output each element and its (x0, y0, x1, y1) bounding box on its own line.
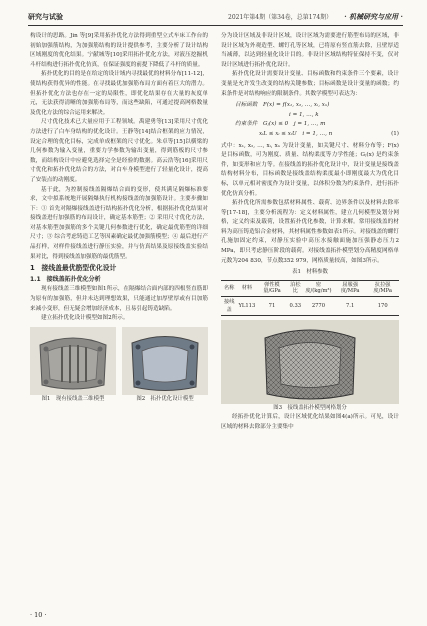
table-header: 弹性模量/GPa (256, 280, 287, 296)
mesh-model-image (221, 320, 399, 404)
table-header: 材料 (238, 280, 257, 296)
table-header: 泊松比 (288, 280, 303, 296)
table-cell: 71 (256, 296, 287, 315)
table-cell: 接线盖 (221, 296, 238, 315)
paragraph: 现有接线盖三维模型如图1所示，在隔爆结合面内部的四根竖直筋即为原有的加强筋，但并未达到理想效果，只能通过加厚壁厚或有目加筋来减小变形，但无疑会增加经济成本，且易引起铸造缺陷。 (30, 286, 208, 312)
paragraph: 式中：x₁, x₂, …, xᵢ, xₙ 为设计变量，如关键尺寸、材料分布等；F(x) 是目标函数，可为刚度、质量、结构柔度等力学性能；Gⱼ(x) 是约束条件，如变形和应力等。在接线盖的拓扑优化设计中，设计变量是接线盖结构材料分布，目标函数是接线盖结构柔度最小即刚度最大为优化目标，以单元相对密度作为设计变量，以体积分数为约束条件，进行拓扑优化仿真分析。 (221, 142, 399, 197)
equation-line: xᵢL ≤ xᵢ ≤ xᵢU i = 1, …, n (259, 130, 333, 137)
figure-caption: 图3 接线盖拓扑模型网格划分 (273, 404, 347, 411)
equation-number: (1) (391, 130, 399, 137)
equation-line: i = 1, …, k (289, 111, 319, 118)
table-header: 名称 (221, 280, 238, 296)
equation-line: 目标函数 F(x) = f(x₁, x₂, …, xᵢ, xₙ) (235, 102, 330, 109)
paragraph: 拓扑优化设计需要设计变量、目标函数和约束条件三个要素，设计变量是允许发生改变的结构关键参数；目标函数是设计变量的函数；约束条件是对结构响应的限制条件。其数学模型可表达为： (221, 71, 399, 97)
table-cell: 2770 (303, 296, 334, 315)
figure-caption: 图1 现有接线盖三维模型 (41, 395, 105, 402)
journal-section: 研究与试验 (28, 12, 63, 21)
figure-3 (221, 320, 399, 414)
header-rule (28, 25, 403, 26)
table-cell: 170 (366, 296, 399, 315)
table-header: 屈服强度/MPa (334, 280, 367, 296)
right-column (221, 32, 399, 433)
figure-1 (30, 327, 116, 405)
journal-name: · 机械研究与应用 · (344, 12, 403, 21)
section-heading: 1 接线盖最优筋型优化设计 (30, 264, 117, 273)
figure-row (30, 327, 208, 405)
figure-caption: 图2 拓扑优化设计模型 (136, 395, 194, 402)
page-number: · 10 · (30, 611, 47, 619)
issue-info: 2021年第4期（第34卷，总第174期） (228, 14, 333, 21)
paragraph: 经拓扑优化计算后，设计区域优化结果如图4(a)所示。可见，设计区域的材料去除部分主要集中 (221, 414, 399, 431)
table-header: 密度/(kg/m³) (303, 280, 334, 296)
paragraph: 分为设计区域及非设计区域，设计区域为需要进行筋型布局的区域，非设计区域为外观造型、螺钉孔等区域，已将原有竖直筋去除，且壁厚适当减薄，以达到轻量化设计目的。非设计区域结构特征保持不变，仅对设计区域进行拓扑优化设计。 (221, 33, 399, 68)
equation-block (221, 101, 399, 139)
topology-design-model-image (122, 327, 208, 395)
paragraph: 基于此，为控制接线盖隔爆结合面的变形，使其满足隔爆标准要求，文中拟系统地开展隔爆执行机构接线盖的加强筋设计。主要步骤如下：① 首先对隔爆接线盖进行结构拓扑优化分析，根据拓扑优化结果对接线盖进行加强筋的布局设计，确定基本筋型；② 采用尺寸优化方法，对基本筋型加强筋的多个关键几何参数进行优化，确定最优筋型的详细尺寸；③ 综合考虑铸造工艺等因素确定最优加强筋模型；④ 最后进行产品打样，对样件接线盖进行静压实验，并与仿真结果及原接线盖实验结果对比，得到接线盖加强筋的最优筋型。 (30, 186, 208, 260)
table-row (221, 296, 399, 315)
cover-3d-model-image (30, 327, 116, 395)
left-column (30, 32, 208, 404)
table-cell: 0.33 (288, 296, 303, 315)
paragraph: 拓扑优化的目的是在给定的设计域内寻找最优的材料分布[11-12]，使结构获得优异的性能。在寻找最优加强筋布局方面有着巨大的潜力。但拓扑优化方法也存在一定的局限性，即优化结果存在大量的灰度单元，无法获得清晰的加强筋布局等，而这些缺陷，可通过提高网格数量及优化方法的综合运用来解决。 (30, 71, 208, 116)
material-table (221, 280, 399, 316)
table-cell: YL113 (238, 296, 257, 315)
table-title: 表1 材料参数 (292, 269, 328, 276)
table-cell: 7.1 (334, 296, 367, 315)
paragraph: 尺寸优化技术已大量应用于工程领域。禹建勇等[13]采用尺寸优化方法进行了白车身结构的优化设计。王静等[14]结合框架的应力情况，设定合理的优化目标，完成单成框架的尺寸优化。朱卓等[15]以横梁的几何参数为输入变量，重要力学参数为输出变量，得到筋板的尺寸参数，而结构设计中应避免选择完全是经验的数据。高云浩等[16]采用尺寸优化和拓扑优化结合的方法，对白车身模型进行了轻量化设计，提高了安装点的动刚度。 (30, 119, 208, 183)
table-header: 抗拉强度/MPa (366, 280, 399, 296)
paragraph: 建立拓扑优化设计模型如图2所示。 (41, 315, 129, 322)
paragraph: 构设计的思路。Jin 等[9]采用拓扑优化方法得到重型立式车床工作台的初始加强筋结构，为加强筋结构的设计提供参考，主要分析了设计结构区域刚度的优化结果。宁献城等[10]采用拓扑优化方法，对液压挖掘机斗杆结构进行拓扑优化仿真，在保证强度的前提下降低了斗杆的质量。 (30, 33, 208, 68)
running-header (28, 12, 403, 24)
figure-2 (122, 327, 208, 405)
equation-line: 约束条件 Gⱼ(x) ≤ 0 j = 1, …, m (235, 121, 326, 128)
subsection-heading: 1.1 接线盖拓扑优化分析 (30, 275, 101, 283)
paragraph: 拓扑优化所需参数包括材料属性、载荷、边界条件以及材料去除率等[17-18]，主要分析流程为：定义材料属性，建立几何模型及划分网格，定义约束及载荷，设置拓扑优化参数，计算求解。常用接线盖的材料为高压铸造铝合金材料，其材料属性参数如表1所示。对接线盖的螺钉孔施加固定约束，对静压实验中高压水接触面施加压强静态压力2 MPa，即只考虑静压阶段的载荷。对接线盖拓扑模型划分高精度网格单元数为204 830，节点数352 979，网格质量较高，如图3所示。 (221, 200, 399, 264)
